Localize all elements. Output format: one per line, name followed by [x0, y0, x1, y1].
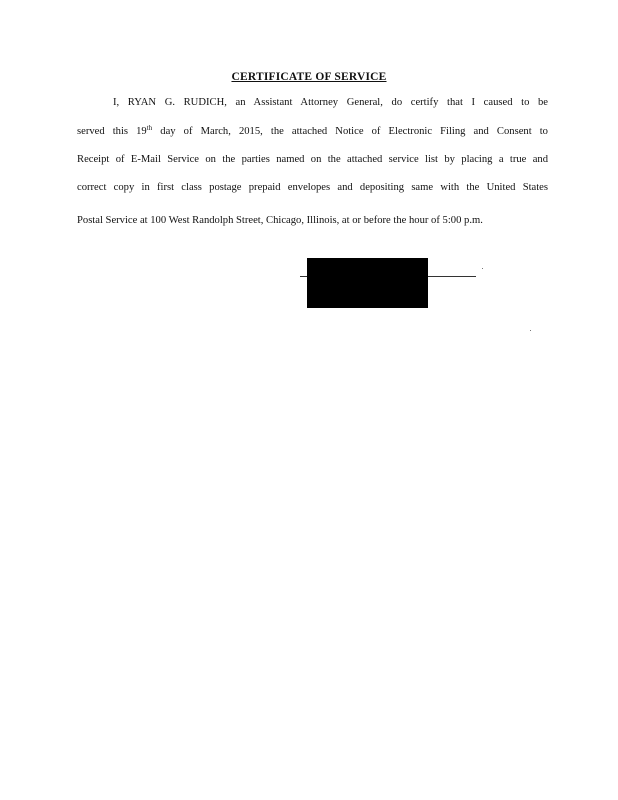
scan-speck	[482, 268, 483, 269]
body-line-2-end: day of March, 2015, the attached Notice of Electronic Filing and Consent to	[152, 126, 548, 137]
body-line-5: Postal Service at 100 West Randolph Street, Chicago, Illinois, at or before the hour of 5:00 p.m.	[77, 215, 483, 226]
ordinal-suffix: th	[146, 124, 153, 132]
body-line-2-start: served this 19	[77, 126, 147, 137]
scan-speck	[530, 330, 531, 331]
certificate-title: CERTIFICATE OF SERVICE	[231, 71, 387, 83]
body-line-4: correct copy in first class postage prepaid envelopes and depositing same with the United States	[77, 182, 548, 193]
signature-redaction	[307, 258, 428, 308]
body-line-2	[77, 125, 548, 139]
body-line-3: Receipt of E-Mail Service on the parties named on the attached service list by placing a true and	[77, 154, 548, 165]
body-line-1: I, RYAN G. RUDICH, an Assistant Attorney General, do certify that I caused to be	[113, 97, 548, 108]
